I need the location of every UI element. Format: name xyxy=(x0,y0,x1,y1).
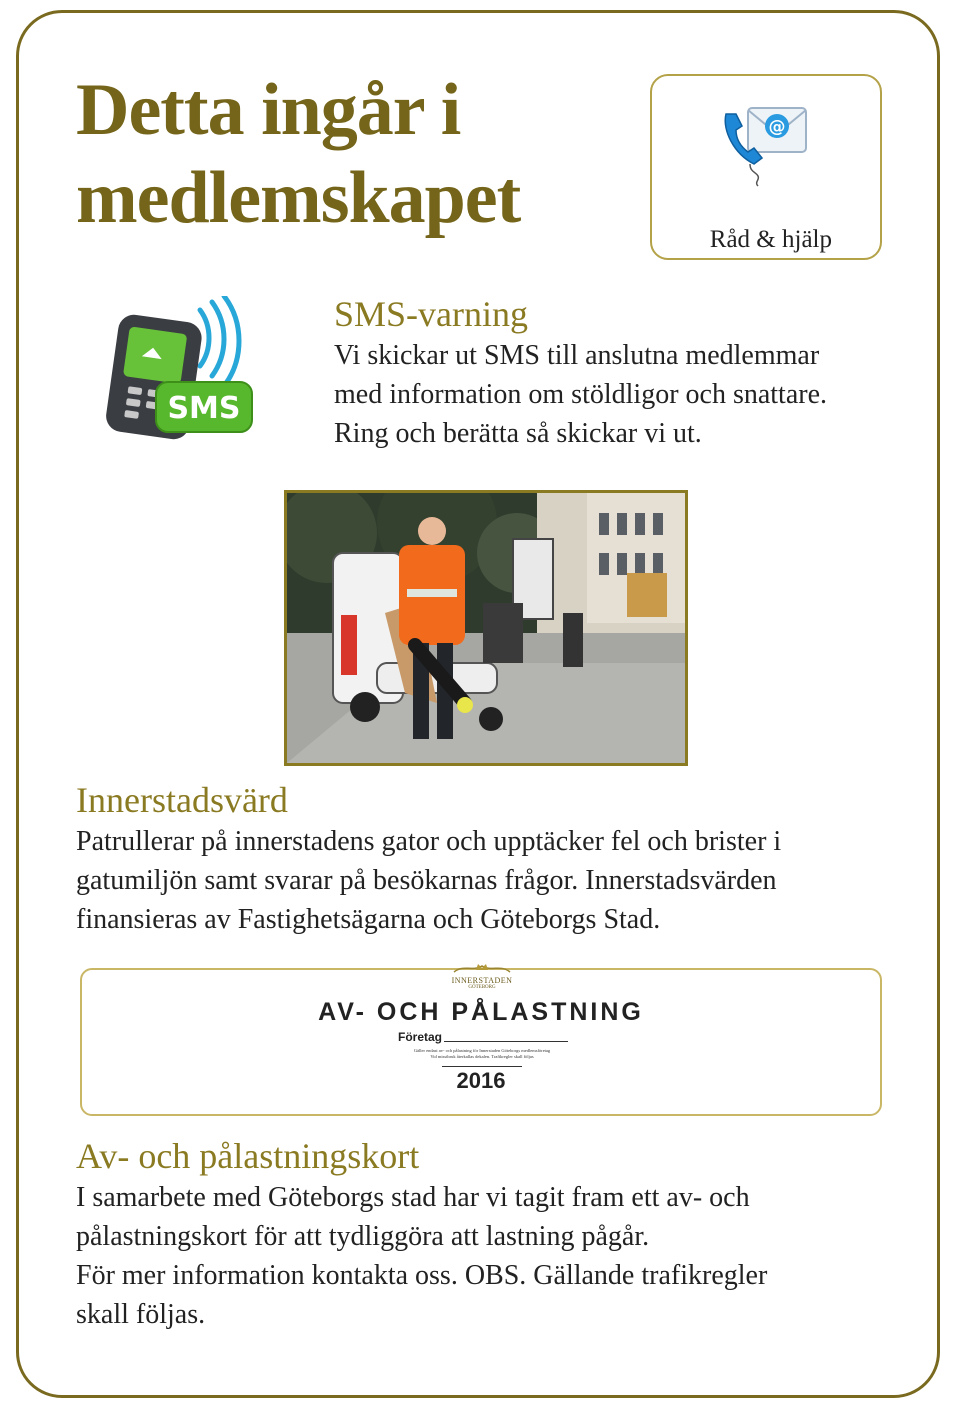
loading-line: skall följas. xyxy=(76,1299,206,1330)
innerstad-line: finansieras av Fastighetsägarna och Göteborgs Stad. xyxy=(76,904,661,935)
svg-text:SMS: SMS xyxy=(167,391,241,426)
card-title: AV- OCH PÅLASTNING xyxy=(318,998,644,1026)
card-company-line xyxy=(444,1041,568,1042)
phone-email-icon xyxy=(720,100,812,192)
card-logo-text: INNERSTADEN xyxy=(451,976,513,985)
sms-line: med information om stöldligor och snattare. xyxy=(334,379,828,410)
loading-heading: Av- och pålastningskort xyxy=(76,1136,420,1176)
innerstad-line: Patrullerar på innerstadens gator och upptäcker fel och brister i xyxy=(76,826,782,857)
innerstadsvard-photo xyxy=(284,490,688,766)
card-fine-line: Gäller endast av- och pålastning för Innerstaden Göteborgs medlemsföretag xyxy=(413,1048,551,1053)
card-year-divider xyxy=(442,1066,522,1067)
loading-card xyxy=(80,968,882,1116)
innerstad-description xyxy=(76,822,896,939)
page-title xyxy=(76,66,636,242)
page-title-line-2: medlemskapet xyxy=(76,157,521,239)
sms-line: Vi skickar ut SMS till anslutna medlemmar xyxy=(334,340,820,371)
loading-line: I samarbete med Göteborgs stad har vi tagit fram ett av- och xyxy=(76,1182,750,1213)
sms-phone-icon xyxy=(104,296,256,446)
help-label: Råd & hjälp xyxy=(709,226,832,253)
page-title-line-1: Detta ingår i xyxy=(76,69,461,151)
card-logo-subtext: GÖTEBORG xyxy=(468,985,496,990)
card-year: 2016 xyxy=(456,1068,506,1093)
loading-line: pålastningskort för att tydliggöra att lastning pågår. xyxy=(76,1221,650,1252)
card-fine-line: Vid misstbruk återkallas dekalen. Trafikregler skall följas xyxy=(430,1054,534,1059)
sms-line: Ring och berätta så skickar vi ut. xyxy=(334,418,702,449)
help-box[interactable] xyxy=(650,74,882,260)
svg-text:@: @ xyxy=(768,117,786,137)
loading-line: För mer information kontakta oss. OBS. Gällande trafikregler xyxy=(76,1260,768,1291)
loading-description xyxy=(76,1178,896,1334)
card-fine-print xyxy=(382,1048,582,1060)
card-company-label: Företag xyxy=(398,1030,443,1044)
innerstad-heading: Innerstadsvärd xyxy=(76,780,288,820)
innerstad-line: gatumiljön samt svarar på besökarnas frågor. Innerstadsvärden xyxy=(76,865,777,896)
sms-description xyxy=(334,336,904,453)
sms-heading: SMS-varning xyxy=(334,294,529,334)
